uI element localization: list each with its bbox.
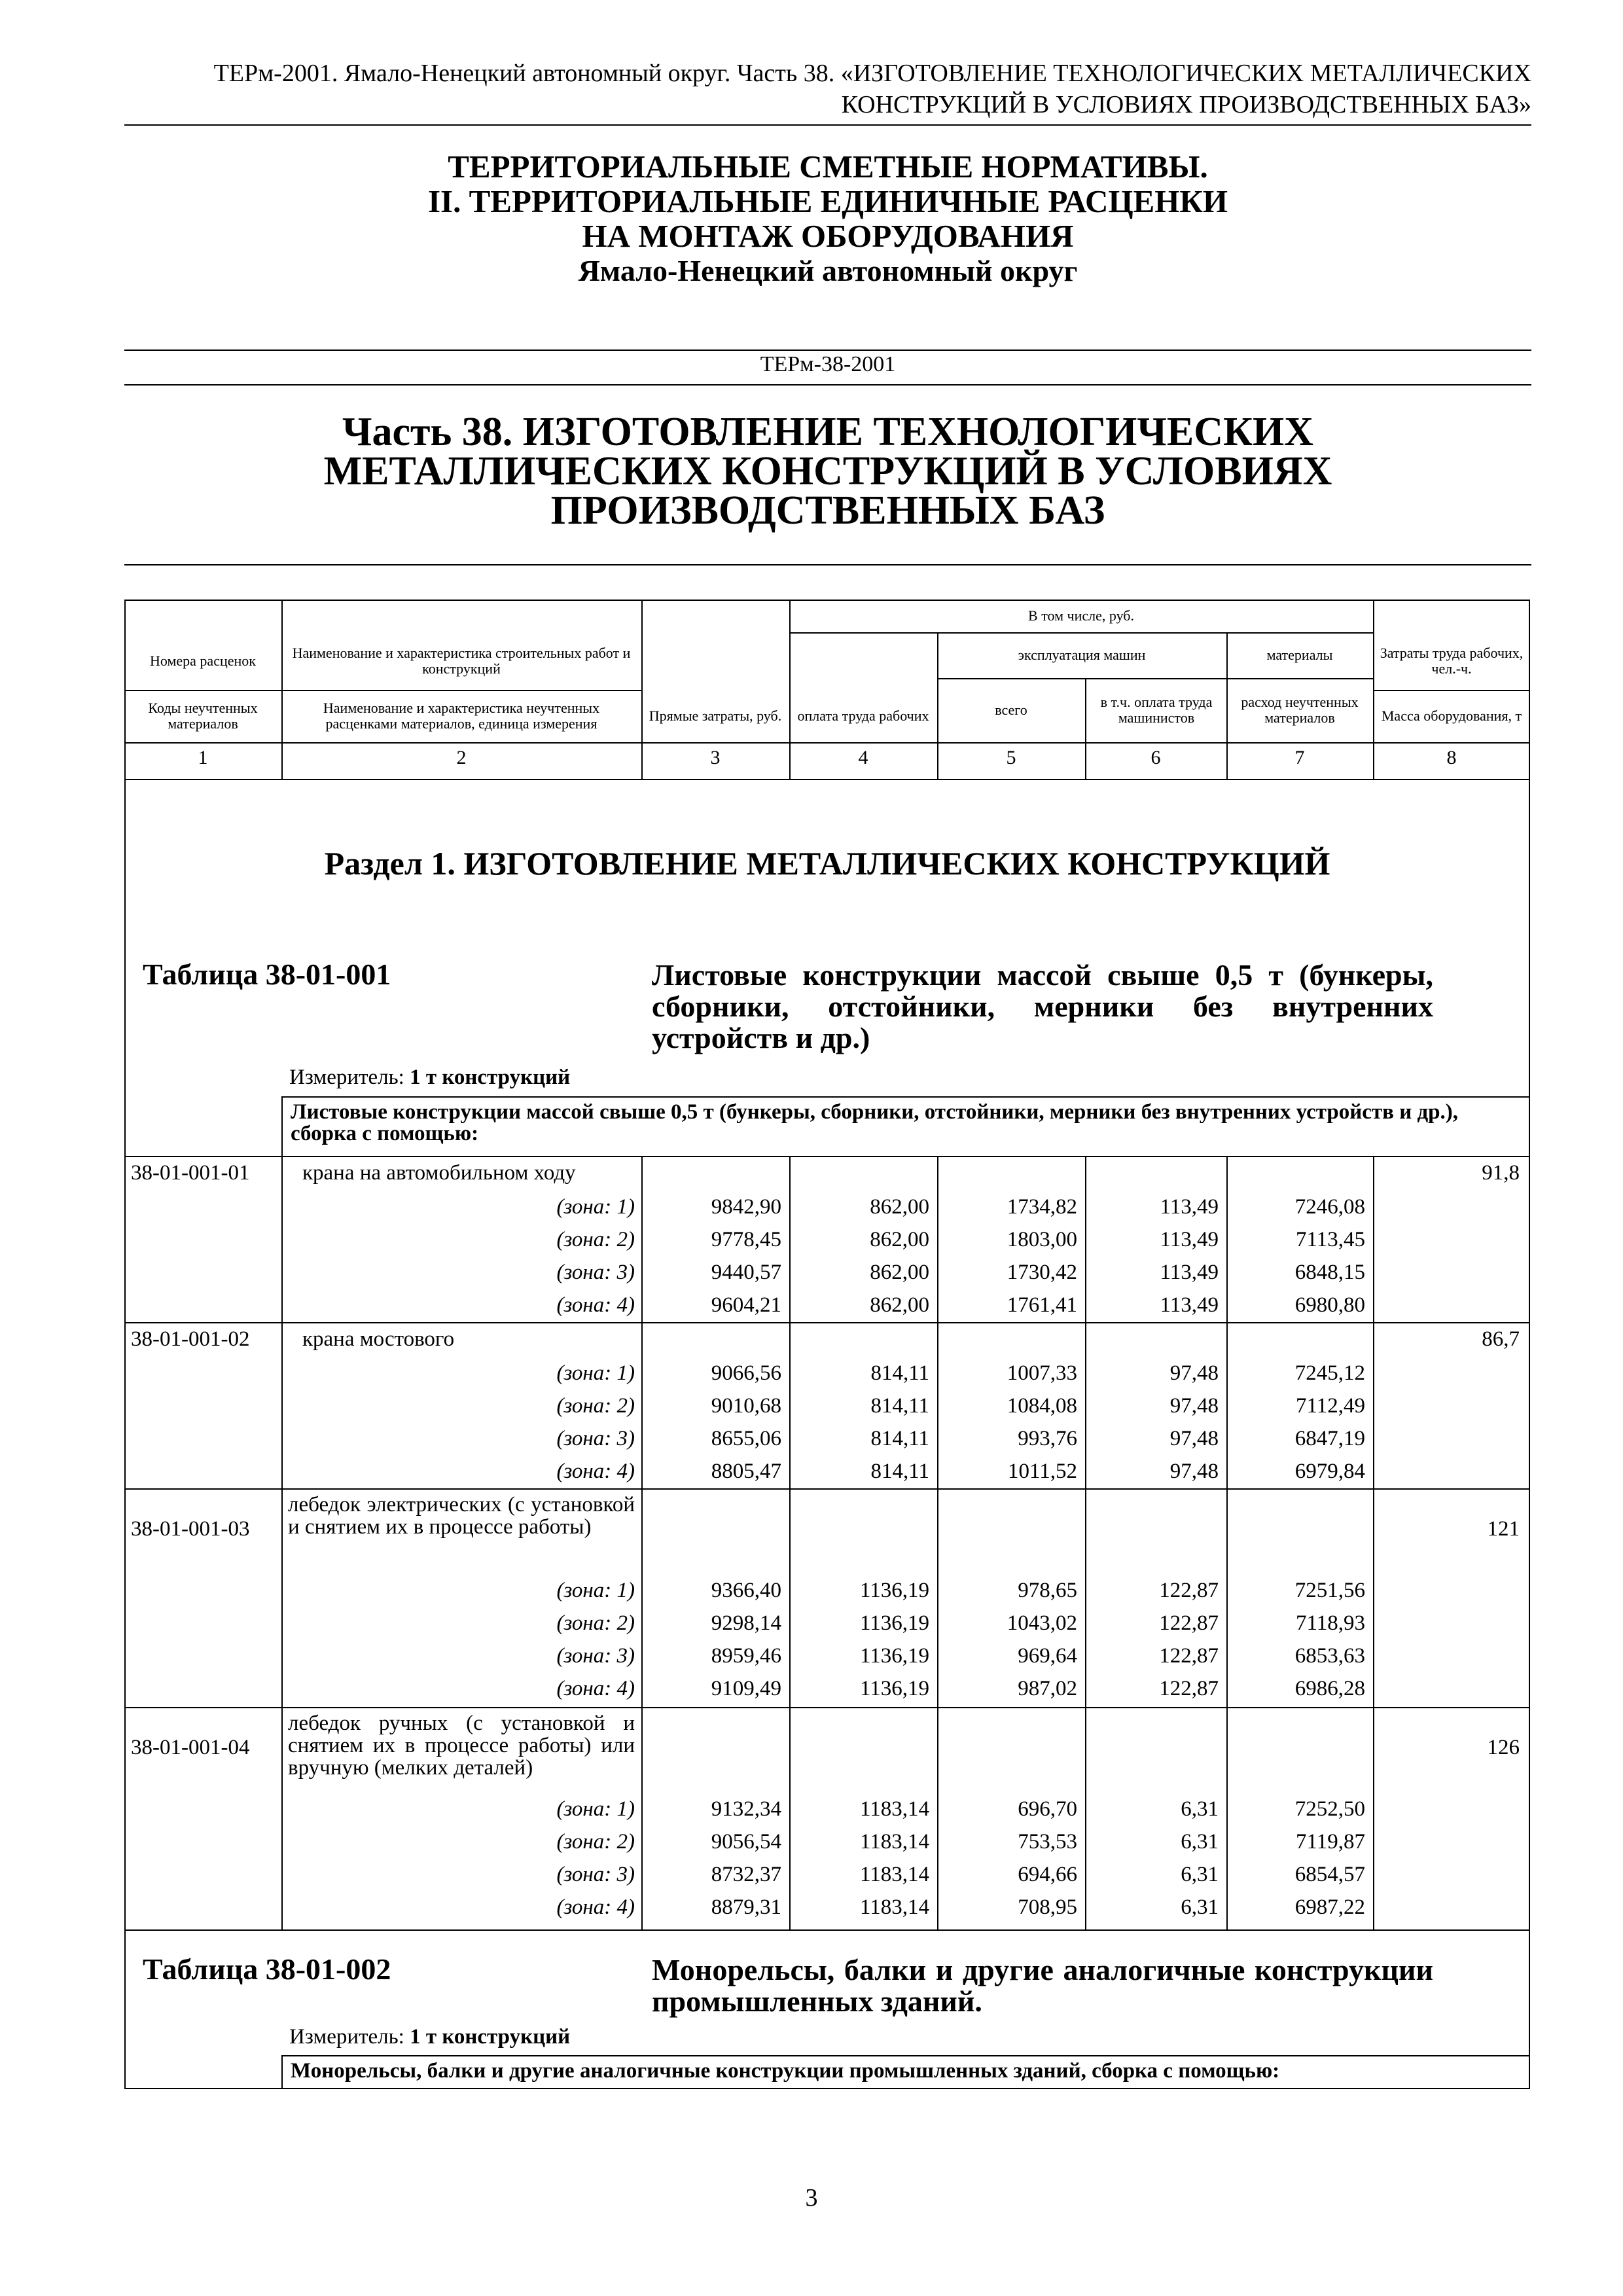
direct-value: 9604,21 (711, 1293, 781, 1317)
document-title (124, 149, 1531, 288)
part-title-line3: ПРОИЗВОДСТВЕННЫХ БАЗ (550, 488, 1105, 533)
rate-code: 38-01-001-04 (131, 1736, 250, 1759)
materials-value: 6848,15 (1294, 1261, 1365, 1284)
wages-value: 862,00 (870, 1228, 929, 1251)
machines-value: 1043,02 (1007, 1611, 1077, 1635)
body-grid-line (641, 1156, 643, 1929)
measure-unit: 1 т конструкций (410, 2025, 571, 2049)
header-grid-line (124, 742, 1530, 744)
machines-value: 753,53 (1018, 1830, 1077, 1854)
machines-value: 1007,33 (1007, 1361, 1077, 1385)
table2-sub-line (281, 2055, 283, 2089)
direct-value: 8879,31 (711, 1895, 781, 1919)
wages-value: 1183,14 (859, 1830, 929, 1854)
direct-value: 9010,68 (711, 1394, 781, 1418)
materials-value: 7252,50 (1294, 1797, 1365, 1821)
wages-value: 814,11 (870, 1394, 929, 1418)
machinist-value: 113,49 (1160, 1195, 1219, 1219)
wages-value: 862,00 (870, 1195, 929, 1219)
machines-value: 1730,42 (1007, 1261, 1077, 1284)
machines-value: 1084,08 (1007, 1394, 1077, 1418)
body-grid-line (1226, 1156, 1228, 1929)
materials-value: 7246,08 (1294, 1195, 1365, 1219)
zone-label: (зона: 2) (556, 1394, 635, 1418)
materials-value: 6979,84 (1294, 1460, 1365, 1483)
th-machines-total: всего (995, 702, 1027, 718)
machines-value: 1761,41 (1007, 1293, 1077, 1317)
running-header-line2: КОНСТРУКЦИЙ В УСЛОВИЯХ ПРОИЗВОДСТВЕННЫХ БАЗ» (841, 91, 1531, 118)
part-title (124, 410, 1531, 533)
column-number: 3 (710, 747, 721, 768)
wages-value: 1183,14 (859, 1797, 929, 1821)
table2-measure (289, 2025, 570, 2049)
rate-code: 38-01-001-01 (131, 1161, 250, 1185)
column-number: 7 (1294, 747, 1305, 768)
row-separator (124, 1707, 1530, 1708)
code-rule-bottom (124, 384, 1531, 386)
machines-value: 969,64 (1018, 1644, 1077, 1668)
th-materials-spend: расход неучтенных материалов (1241, 694, 1359, 726)
direct-value: 8805,47 (711, 1460, 781, 1483)
column-number: 5 (1006, 747, 1016, 768)
table2-label: Таблица 38-01-002 (143, 1952, 391, 1986)
materials-value: 6987,22 (1294, 1895, 1365, 1919)
table1-measure (289, 1066, 570, 1090)
machines-value: 1803,00 (1007, 1228, 1077, 1251)
direct-value: 9066,56 (711, 1361, 781, 1385)
machines-value: 694,66 (1018, 1863, 1077, 1886)
running-header-line1: ТЕРм-2001. Ямало-Ненецкий автономный округ. Часть 38. «ИЗГОТОВЛЕНИЕ ТЕХНОЛОГИЧЕСКИХ МЕТАЛЛИЧЕСКИХ (213, 60, 1531, 87)
materials-value: 7113,45 (1295, 1228, 1365, 1251)
th-materials: материалы (1266, 647, 1333, 663)
direct-value: 9132,34 (711, 1797, 781, 1821)
machines-value: 978,65 (1018, 1579, 1077, 1602)
th-wages: оплата труда рабочих (797, 708, 929, 724)
zone-label: (зона: 4) (556, 1293, 635, 1317)
rate-name: лебедок электрических (с установкой и снятием их в процессе работы) (288, 1493, 635, 1539)
row-separator (124, 1322, 1530, 1323)
body-grid-line (937, 1156, 938, 1929)
table1-label: Таблица 38-01-001 (143, 958, 391, 991)
machinist-value: 113,49 (1160, 1293, 1219, 1317)
zone-label: (зона: 3) (556, 1863, 635, 1886)
section-title: Раздел 1. ИЗГОТОВЛЕНИЕ МЕТАЛЛИЧЕСКИХ КОНСТРУКЦИЙ (324, 845, 1330, 882)
materials-value: 7119,87 (1295, 1830, 1365, 1854)
zone-label: (зона: 3) (556, 1644, 635, 1668)
part-title-line2: МЕТАЛЛИЧЕСКИХ КОНСТРУКЦИЙ В УСЛОВИЯХ (323, 449, 1332, 493)
machinist-value: 122,87 (1159, 1579, 1219, 1602)
title-line3: НА МОНТАЖ ОБОРУДОВАНИЯ (582, 218, 1074, 254)
rate-code: 38-01-001-03 (131, 1517, 250, 1541)
machines-value: 993,76 (1018, 1427, 1077, 1450)
page-number: 3 (805, 2184, 818, 2212)
direct-value: 8732,37 (711, 1863, 781, 1886)
document-code: ТЕРм-38-2001 (760, 352, 896, 376)
materials-value: 7251,56 (1294, 1579, 1365, 1602)
machinist-value: 97,48 (1169, 1460, 1219, 1483)
wages-value: 814,11 (870, 1427, 929, 1450)
measure-prefix: Измеритель: (289, 1066, 404, 1089)
measure-unit: 1 т конструкций (410, 1066, 571, 1089)
wages-value: 1136,19 (859, 1644, 929, 1668)
th-including: В том числе, руб. (1028, 607, 1134, 624)
rate-name: крана мостового (302, 1327, 455, 1351)
machinist-value: 113,49 (1160, 1261, 1219, 1284)
title-line2: II. ТЕРРИТОРИАЛЬНЫЕ ЕДИНИЧНЫЕ РАСЦЕНКИ (427, 183, 1228, 219)
th-rate-numbers: Номера расценок (150, 653, 256, 669)
materials-value: 7118,93 (1295, 1611, 1365, 1635)
machinist-value: 122,87 (1159, 1611, 1219, 1635)
body-grid-line (789, 1156, 791, 1929)
rate-name: крана на автомобильном ходу (302, 1161, 576, 1185)
table2-subheader: Монорельсы, балки и другие аналогичные конструкции промышленных зданий, сборка с помощью: (291, 2059, 1280, 2083)
zone-label: (зона: 3) (556, 1427, 635, 1450)
table1-description: Листовые конструкции массой свыше 0,5 т (бункеры, сборники, отстойники, мерники без внутренних устройств и др.) (652, 958, 1433, 1054)
direct-value: 9109,49 (711, 1677, 781, 1700)
wages-value: 814,11 (870, 1361, 929, 1385)
zone-label: (зона: 2) (556, 1830, 635, 1854)
zone-label: (зона: 1) (556, 1579, 635, 1602)
zone-label: (зона: 4) (556, 1677, 635, 1700)
labor-value: 86,7 (1482, 1327, 1520, 1351)
wages-value: 1183,14 (859, 1895, 929, 1919)
wages-value: 1136,19 (859, 1677, 929, 1700)
th-machines: эксплуатация машин (1018, 647, 1146, 663)
materials-value: 6980,80 (1294, 1293, 1365, 1317)
zone-label: (зона: 4) (556, 1460, 635, 1483)
header-rule (124, 124, 1531, 126)
table1-body-line (124, 1156, 1530, 1157)
table1-sub-line (281, 1096, 283, 1156)
title-region: Ямало-Ненецкий автономный округ (578, 254, 1078, 287)
direct-value: 9778,45 (711, 1228, 781, 1251)
table2-sub-line (281, 2055, 1530, 2056)
labor-value: 91,8 (1482, 1161, 1520, 1185)
part-rule (124, 564, 1531, 565)
direct-value: 9842,90 (711, 1195, 781, 1219)
machinist-value: 6,31 (1181, 1863, 1219, 1886)
zone-label: (зона: 2) (556, 1611, 635, 1635)
wages-value: 1183,14 (859, 1863, 929, 1886)
wages-value: 1136,19 (859, 1579, 929, 1602)
part-title-line1: Часть 38. ИЗГОТОВЛЕНИЕ ТЕХНОЛОГИЧЕСКИХ (342, 410, 1313, 454)
column-number: 1 (198, 747, 208, 768)
column-number: 4 (858, 747, 868, 768)
header-grid-line (124, 779, 1530, 780)
wages-value: 862,00 (870, 1261, 929, 1284)
table1-sub-line (281, 1096, 1530, 1098)
table2-description: Монорельсы, балки и другие аналогичные конструкции промышленных зданий. (652, 1953, 1433, 2018)
th-machinist-wages: в т.ч. оплата труда машинистов (1100, 694, 1213, 726)
title-line1: ТЕРРИТОРИАЛЬНЫЕ СМЕТНЫЕ НОРМАТИВЫ. (448, 149, 1208, 185)
machinist-value: 97,48 (1169, 1394, 1219, 1418)
wages-value: 1136,19 (859, 1611, 929, 1635)
materials-value: 7112,49 (1295, 1394, 1365, 1418)
direct-value: 9056,54 (711, 1830, 781, 1854)
machinist-value: 6,31 (1181, 1797, 1219, 1821)
rate-name: лебедок ручных (с установкой и снятием их в процессе работы) или вручную (мелких деталей) (288, 1712, 635, 1780)
direct-value: 9298,14 (711, 1611, 781, 1635)
th-material-name: Наименование и характеристика неучтенных расценками материалов, единица измерения (323, 700, 600, 732)
machines-value: 1011,52 (1007, 1460, 1077, 1483)
th-mass: Масса оборудования, т (1381, 708, 1522, 724)
zone-label: (зона: 1) (556, 1797, 635, 1821)
body-grid-line (1085, 1156, 1086, 1929)
th-direct-costs: Прямые затраты, руб. (649, 708, 782, 724)
zone-label: (зона: 3) (556, 1261, 635, 1284)
direct-value: 8959,46 (711, 1644, 781, 1668)
machinist-value: 122,87 (1159, 1677, 1219, 1700)
labor-value: 121 (1487, 1517, 1520, 1541)
machinist-value: 122,87 (1159, 1644, 1219, 1668)
materials-value: 6847,19 (1294, 1427, 1365, 1450)
zone-label: (зона: 1) (556, 1361, 635, 1385)
column-number: 6 (1150, 747, 1161, 768)
materials-value: 7245,12 (1294, 1361, 1365, 1385)
th-work-name: Наименование и характеристика строительных работ и конструкций (292, 645, 631, 677)
running-header (124, 58, 1531, 120)
th-labor: Затраты труда рабочих, чел.-ч. (1380, 645, 1524, 677)
zone-label: (зона: 2) (556, 1228, 635, 1251)
machinist-value: 97,48 (1169, 1427, 1219, 1450)
direct-value: 9440,57 (711, 1261, 781, 1284)
table1-subheader: Листовые конструкции массой свыше 0,5 т (бункеры, сборники, отстойники, мерники без внутренних устройств и др.), сборка с помощью: (291, 1100, 1458, 1145)
zone-label: (зона: 4) (556, 1895, 635, 1919)
rate-code: 38-01-001-02 (131, 1327, 250, 1351)
zone-label: (зона: 1) (556, 1195, 635, 1219)
machines-value: 696,70 (1018, 1797, 1077, 1821)
labor-value: 126 (1487, 1736, 1520, 1759)
machines-value: 708,95 (1018, 1895, 1077, 1919)
wages-value: 862,00 (870, 1293, 929, 1317)
code-rule-top (124, 350, 1531, 351)
materials-value: 6986,28 (1294, 1677, 1365, 1700)
direct-value: 8655,06 (711, 1427, 781, 1450)
machinist-value: 6,31 (1181, 1895, 1219, 1919)
materials-value: 6854,57 (1294, 1863, 1365, 1886)
th-material-codes: Коды неучтенных материалов (148, 700, 258, 732)
row-separator (124, 1488, 1530, 1490)
machines-value: 987,02 (1018, 1677, 1077, 1700)
wages-value: 814,11 (870, 1460, 929, 1483)
materials-value: 6853,63 (1294, 1644, 1365, 1668)
machines-value: 1734,82 (1007, 1195, 1077, 1219)
body-grid-line (1373, 1156, 1374, 1929)
machinist-value: 97,48 (1169, 1361, 1219, 1385)
body-grid-line (281, 1156, 283, 1929)
row-separator (124, 1929, 1530, 1931)
measure-prefix: Измеритель: (289, 2025, 404, 2049)
direct-value: 9366,40 (711, 1579, 781, 1602)
column-number: 8 (1446, 747, 1457, 768)
column-number: 2 (456, 747, 467, 768)
machinist-value: 6,31 (1181, 1830, 1219, 1854)
machinist-value: 113,49 (1160, 1228, 1219, 1251)
